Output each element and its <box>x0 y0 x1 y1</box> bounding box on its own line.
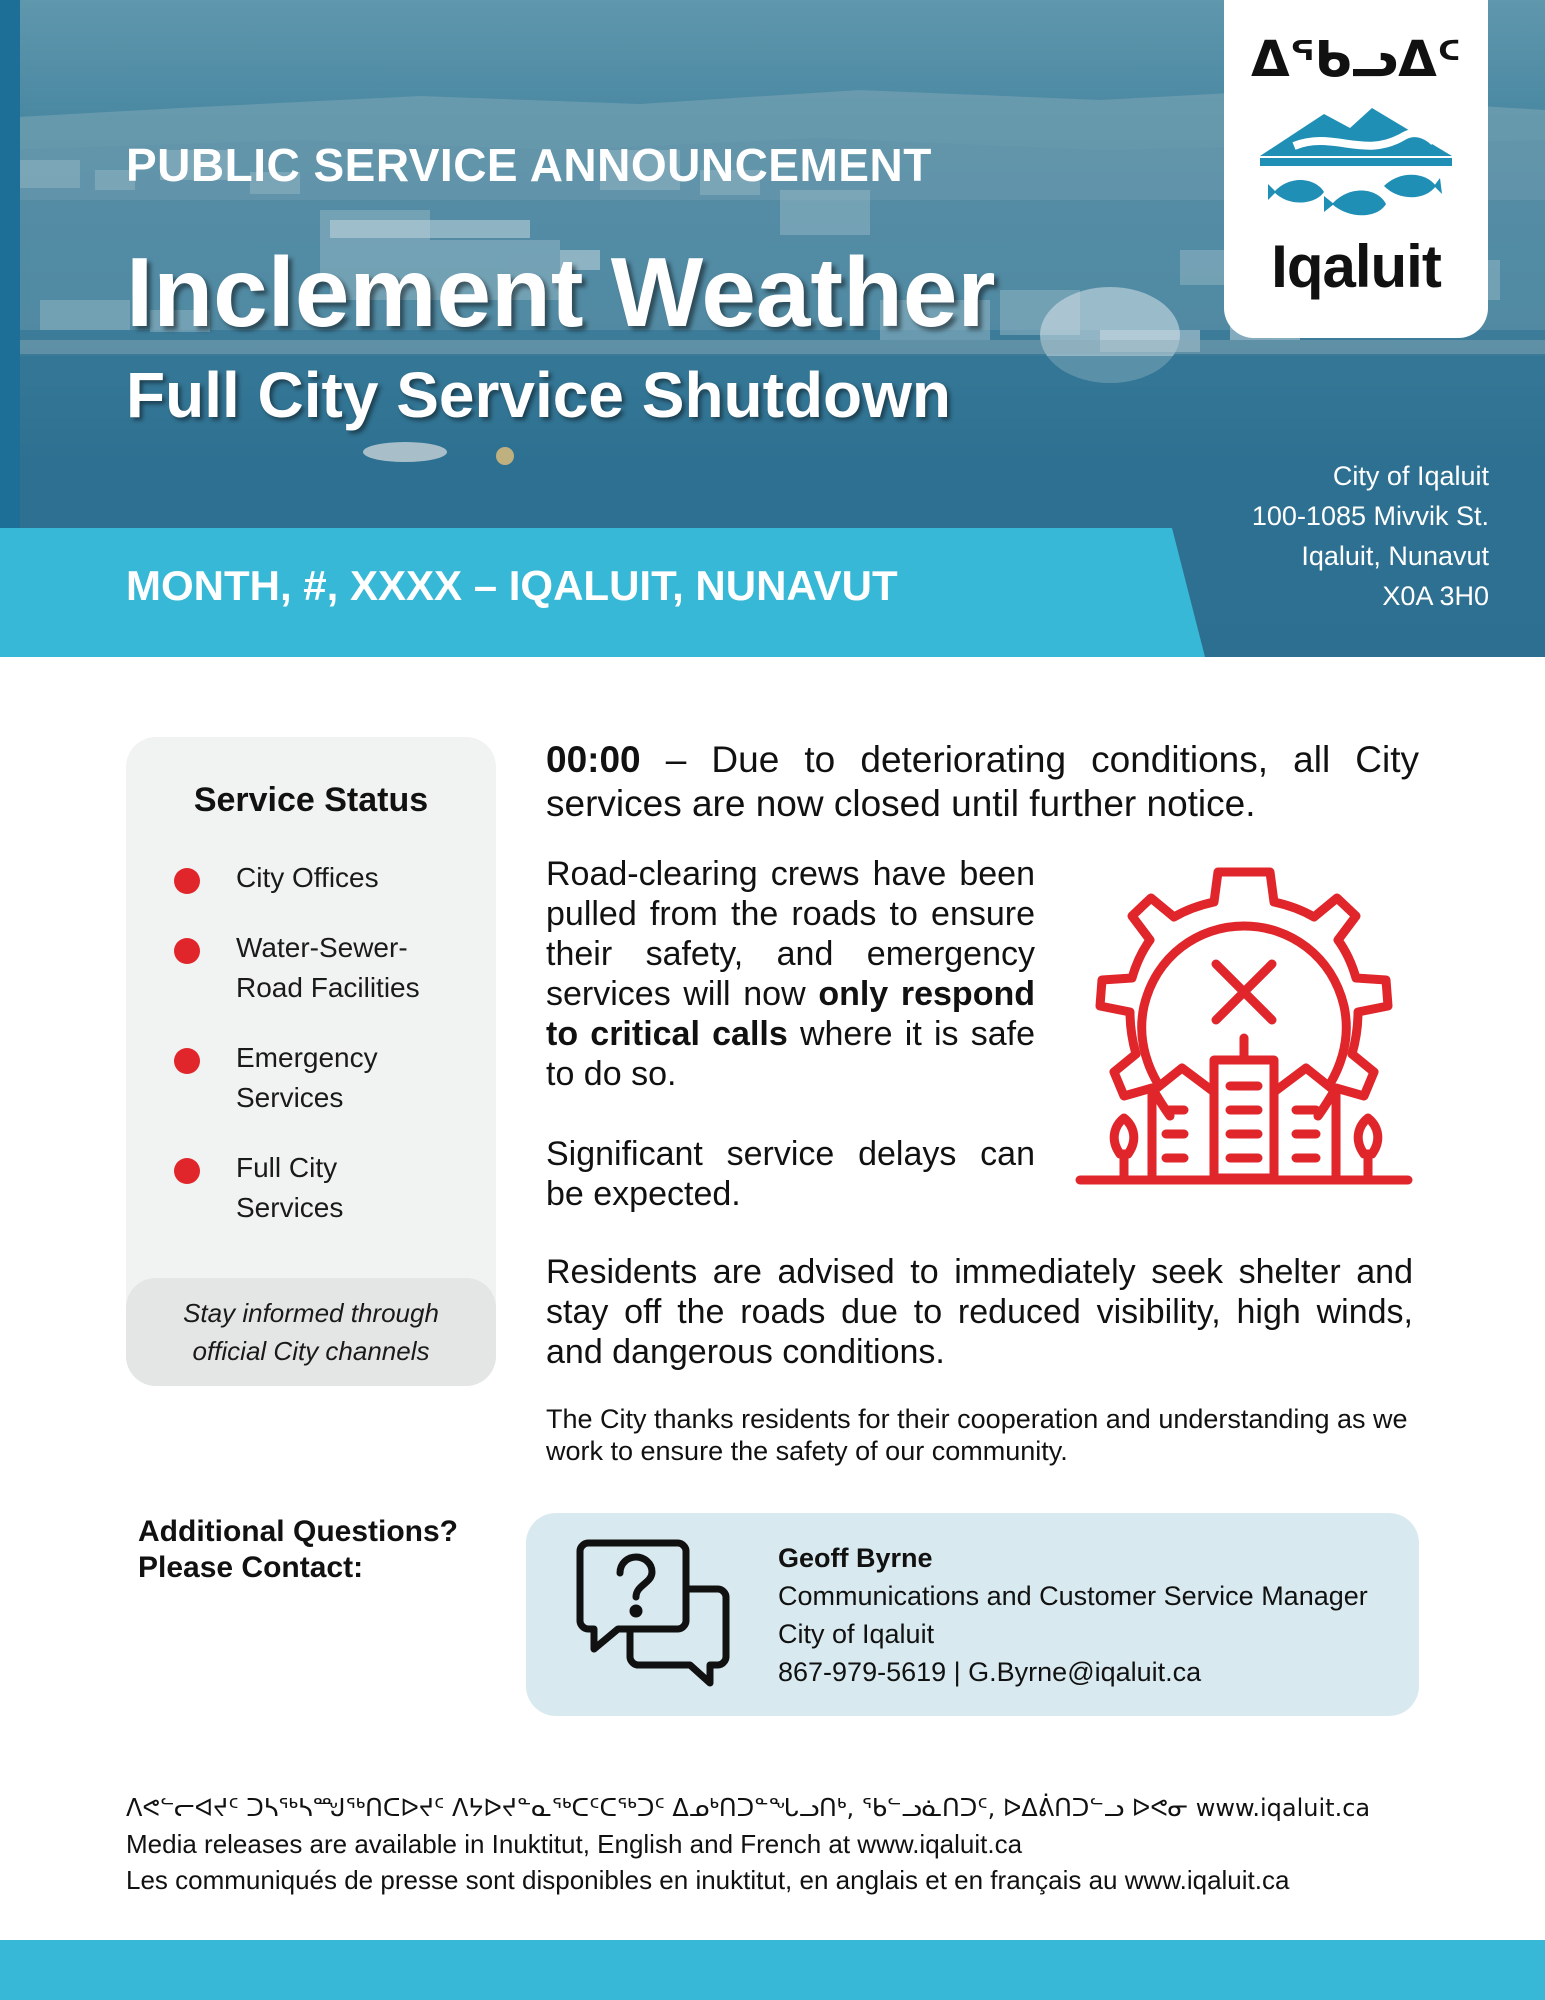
lead-paragraph <box>546 738 1419 826</box>
address-line: 100-1085 Mivvik St. <box>1251 501 1489 531</box>
notice-english: Media releases are available in Inuktitut, English and French at www.iqaluit.ca <box>126 1829 1023 1859</box>
footer-accent-bar <box>0 1940 1545 2000</box>
contact-phone-email[interactable]: 867-979-5619 | G.Byrne@iqaluit.ca <box>778 1657 1202 1687</box>
stay-informed-text: Stay informed through official City channels <box>183 1298 439 1366</box>
crews-emphasis: only respond to critical calls <box>546 975 1036 1053</box>
announcement-kicker: PUBLIC SERVICE ANNOUNCEMENT <box>126 139 932 191</box>
status-item-label: Water-Sewer-Road Facilities <box>236 932 420 1003</box>
crews-text-end: where it is safe to do so. <box>546 1015 1035 1093</box>
address-line: City of Iqaluit <box>1332 461 1489 491</box>
city-address <box>1252 456 1489 616</box>
media-release-notice <box>126 1790 1370 1898</box>
thanks-paragraph: The City thanks residents for their cooperation and understanding as we work to ensure the safety of our community. <box>546 1404 1408 1466</box>
iqaluit-logo[interactable] <box>1224 0 1488 338</box>
page-subtitle: Full City Service Shutdown <box>126 359 951 431</box>
stay-informed-note <box>126 1278 496 1386</box>
status-closed-dot-icon <box>174 868 200 894</box>
crews-text: Road-clearing crews have been pulled from the roads to ensure their safety, and emergency services will now <box>546 855 1035 1013</box>
status-item-label: Emergency Services <box>236 1042 378 1113</box>
logo-wordmark: Iqaluit <box>1271 233 1441 300</box>
contact-card <box>526 1513 1419 1716</box>
lead-text: – Due to deteriorating conditions, all City services are now closed until further notice. <box>546 739 1419 824</box>
contact-role: Communications and Customer Service Manager <box>778 1581 1368 1611</box>
crews-paragraph <box>546 854 1035 1094</box>
contact-prompt-line: Please Contact: <box>138 1551 364 1584</box>
advisory-paragraph: Residents are advised to immediately seek shelter and stay off the roads due to reduced visibility, high winds, and dangerous conditions. <box>546 1253 1413 1371</box>
city-gear-closed-icon <box>1074 864 1414 1214</box>
contact-prompt <box>138 1514 458 1586</box>
header-banner <box>0 0 1545 657</box>
service-status-title: Service Status <box>193 781 429 819</box>
status-closed-dot-icon <box>174 1048 200 1074</box>
contact-details <box>778 1539 1368 1691</box>
address-line: Iqaluit, Nunavut <box>1301 541 1489 571</box>
notice-inuktitut: ᐱᕙᓪᓕᐊᔪᑦ ᑐᓴᖅᓴᙳᖅᑎᑕᐅᔪᑦ ᐱᔭᐅᔪᓐᓇᖅᑕᑦᑕᖅᑐᑦ ᐃᓄᒃᑎᑐᓐᖓᓗᑎᒃ, ᖃᓪᓗᓈᑎᑐᑦ, ᐅᐃᕖᑎᑐᓪᓗ ᐅᕙᓂ www.iqaluit.ca <box>126 1794 1371 1822</box>
update-time: 00:00 <box>546 739 641 780</box>
logo-fish-mountain-icon <box>1254 100 1458 230</box>
status-closed-dot-icon <box>174 1158 200 1184</box>
page-title: Inclement Weather <box>126 237 996 347</box>
status-item-label: City Offices <box>236 862 379 893</box>
status-item-label: Full City Services <box>236 1152 344 1223</box>
chat-question-icon <box>570 1537 740 1697</box>
dateline: MONTH, #, XXXX – IQALUIT, NUNAVUT <box>126 562 898 609</box>
delays-paragraph: Significant service delays can be expected. <box>546 1135 1035 1213</box>
contact-org: City of Iqaluit <box>778 1619 935 1649</box>
status-closed-dot-icon <box>174 938 200 964</box>
address-line: X0A 3H0 <box>1382 581 1489 611</box>
service-status-panel <box>126 737 496 1386</box>
header-left-accent-bar <box>0 0 20 530</box>
contact-name: Geoff Byrne <box>778 1543 933 1573</box>
contact-prompt-line: Additional Questions? <box>138 1515 458 1548</box>
notice-french: Les communiqués de presse sont disponibles en inuktitut, en anglais et en français au www.iqaluit.ca <box>126 1865 1290 1895</box>
logo-syllabics: ᐃᖃᓗᐃᑦ <box>1251 30 1461 88</box>
